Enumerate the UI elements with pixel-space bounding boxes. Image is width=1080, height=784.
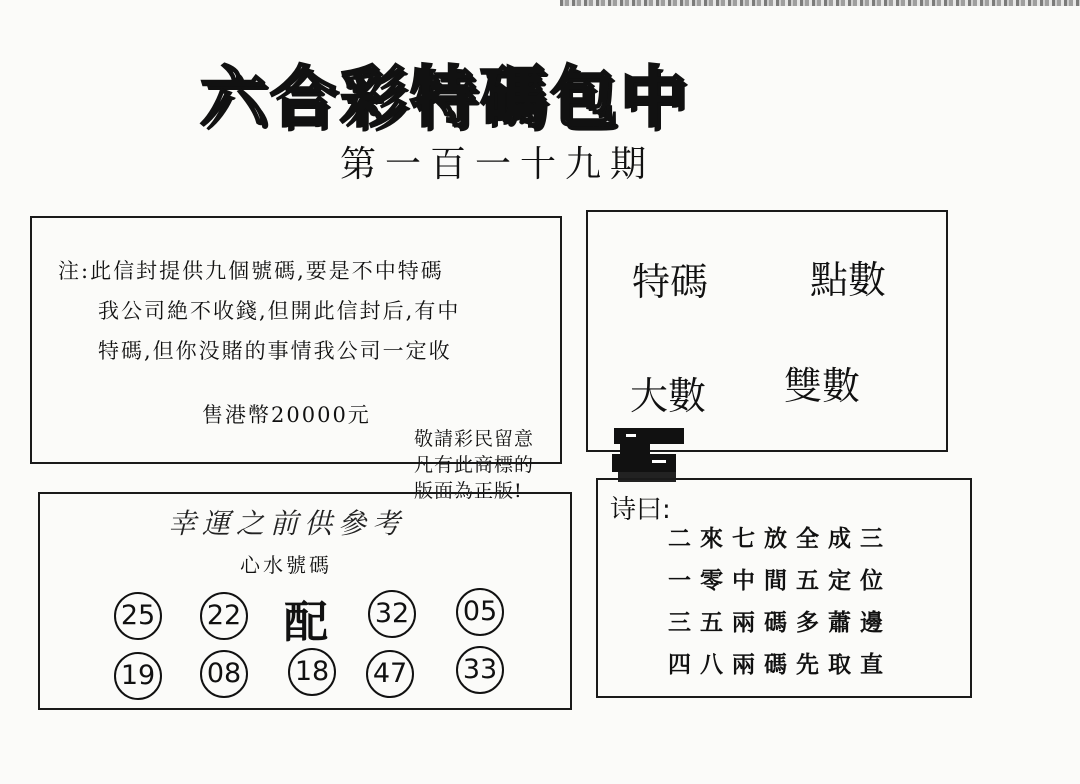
main-title: 六合彩特碼包中 xyxy=(200,58,690,136)
notice-line-3: 版面為正版! xyxy=(414,480,523,502)
lucky-numbers-box xyxy=(38,492,572,710)
lucky-ball: 33 xyxy=(456,646,504,694)
poem-line: 三五兩碼多蕭邊 xyxy=(668,609,892,636)
info-item-big: 大數 xyxy=(630,374,707,418)
lucky-title: 幸運之前供參考 xyxy=(168,507,407,540)
notice-line-2: 凡有此商標的 xyxy=(414,454,535,476)
note-line-2: 我公司絶不收錢,但開此信封后,有中 xyxy=(98,299,461,323)
info-item-points: 點數 xyxy=(810,258,887,302)
poem-label: 诗曰: xyxy=(610,495,671,525)
poem-line: 一零中間五定位 xyxy=(668,567,892,594)
info-item-even: 雙數 xyxy=(784,364,861,408)
poem-line: 二來七放全成三 xyxy=(668,525,892,552)
info-box xyxy=(586,210,948,452)
lucky-ball: 18 xyxy=(288,648,336,696)
lucky-ball: 25 xyxy=(114,592,162,640)
lucky-subtitle: 心水號碼 xyxy=(240,553,332,577)
poem-box xyxy=(596,478,972,698)
lucky-ball: 19 xyxy=(114,652,162,700)
note-line-1: 注:此信封提供九個號碼,要是不中特碼 xyxy=(58,259,444,283)
poem-line: 四八兩碼先取直 xyxy=(668,651,892,678)
lucky-ball: 08 xyxy=(200,650,248,698)
lucky-ball: 05 xyxy=(456,588,504,636)
trademark-seal-logo xyxy=(612,426,686,484)
info-item-special: 特碼 xyxy=(632,260,709,304)
notice-line-1: 敬請彩民留意 xyxy=(414,428,535,450)
note-line-3: 特碼,但你没賭的事情我公司一定收 xyxy=(98,339,452,363)
price-text: 售港幣20000元 xyxy=(202,403,371,427)
issue-number: 第一百一十九期 xyxy=(340,144,656,185)
lucky-ball: 32 xyxy=(368,590,416,638)
scan-noise-strip xyxy=(560,0,1080,6)
pei-label: 配 xyxy=(284,597,328,648)
lucky-ball: 22 xyxy=(200,592,248,640)
lucky-ball: 47 xyxy=(366,650,414,698)
